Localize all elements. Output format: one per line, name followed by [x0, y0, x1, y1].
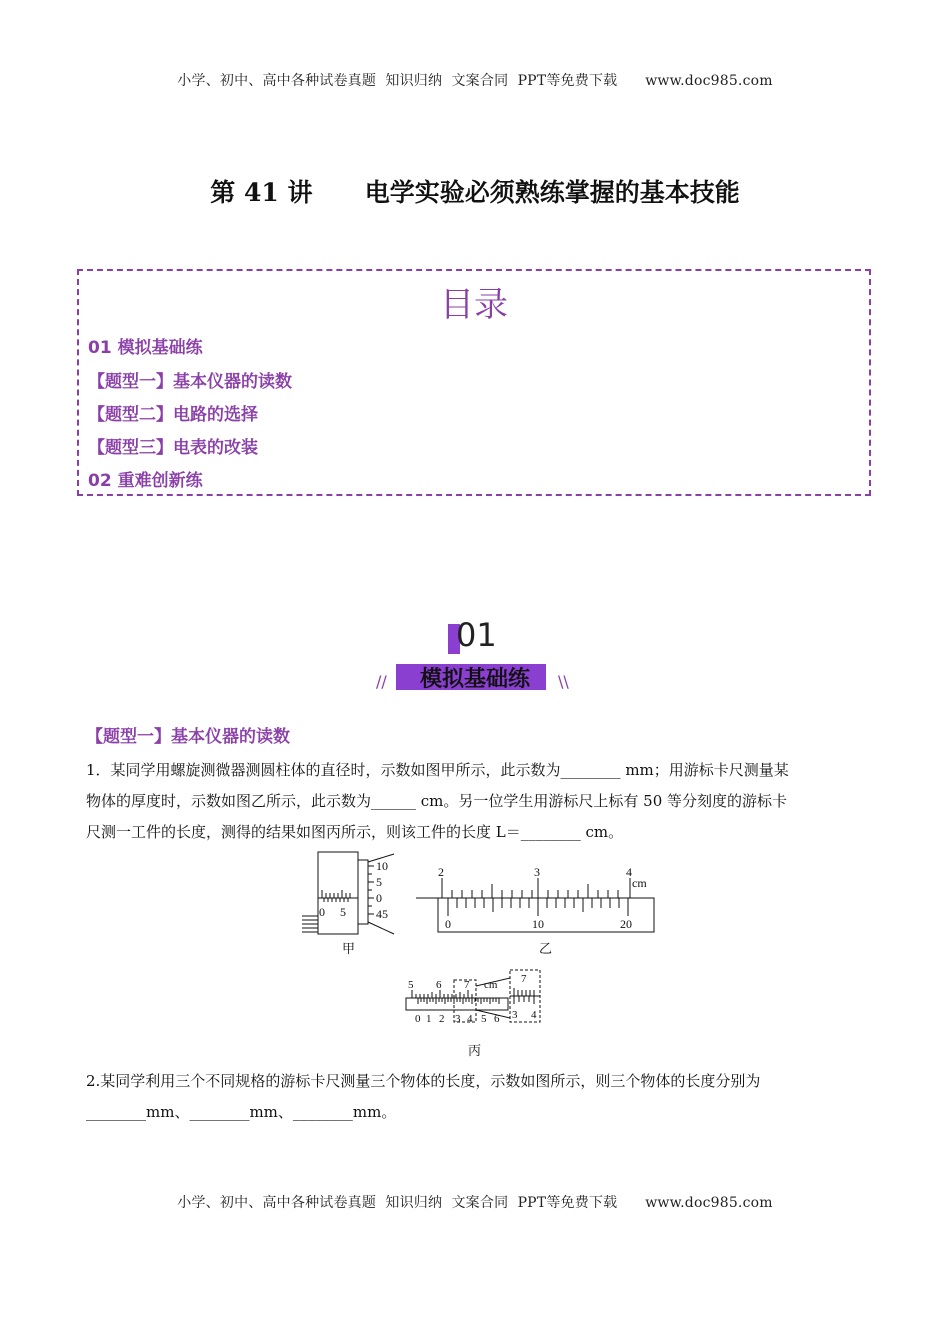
table-of-contents: [77, 269, 871, 496]
vernier-label: 6: [494, 1013, 500, 1025]
sleeve-label: 5: [340, 905, 346, 919]
thimble-label: 0: [376, 891, 382, 905]
section-badge: [372, 616, 578, 696]
question-type-heading: 【题型一】基本仪器的读数: [86, 727, 290, 747]
question-1-line-3: 尺测一工件的长度，测得的结果如图丙所示，则该工件的长度 L＝________ cm。: [86, 823, 624, 841]
main-scale-label: 5: [408, 979, 414, 991]
toc-item[interactable]: 【题型一】基本仪器的读数: [88, 372, 292, 392]
vernier-50-figure: [402, 966, 548, 1028]
figure-caption-jia: 甲: [342, 942, 356, 957]
section-title: 模拟基础练: [419, 667, 530, 692]
sleeve-label: 0: [319, 905, 325, 919]
figure-caption-bing: 丙: [468, 1044, 482, 1059]
toc-item[interactable]: 01 模拟基础练: [88, 338, 203, 358]
vernier-label: 1: [426, 1013, 432, 1025]
toc-heading: 目录: [440, 285, 508, 325]
thimble-label: 5: [376, 875, 382, 889]
main-scale-label: 2: [438, 865, 444, 879]
main-scale-label: 7: [464, 979, 470, 991]
page-title: 第 41 讲 电学实验必须熟练掌握的基本技能: [210, 178, 740, 207]
main-scale-label: 4: [626, 865, 632, 879]
toc-item[interactable]: 【题型三】电表的改装: [88, 438, 258, 458]
vernier-label: 5: [481, 1013, 487, 1025]
vernier-label: 2: [439, 1013, 445, 1025]
section-left-mark: //: [376, 672, 387, 691]
zoom-vernier-label: 4: [531, 1009, 537, 1021]
page-footer: 小学、初中、高中各种试卷真题 知识归纳 文案合同 PPT等免费下载 www.doc985.com: [177, 1195, 773, 1211]
vernier-label: 0: [445, 917, 451, 931]
question-2-line-2: ________mm、________mm、________mm。: [86, 1103, 397, 1121]
zoom-main-label: 7: [521, 973, 527, 985]
vernier-label: 3: [455, 1013, 461, 1025]
thimble-label: 10: [376, 859, 388, 873]
vernier-label: 4: [467, 1013, 473, 1025]
question-2-line-1: 2.某同学利用三个不同规格的游标卡尺测量三个物体的长度，示数如图所示，则三个物体的长度分别为: [86, 1072, 761, 1090]
toc-item[interactable]: 02 重难创新练: [88, 471, 203, 491]
thimble-label: 45: [376, 907, 388, 921]
vernier-label: 0: [415, 1013, 421, 1025]
vernier-caliper-figure: [408, 860, 658, 936]
section-right-mark: \\: [558, 672, 569, 691]
question-1-line-2: 物体的厚度时，示数如图乙所示，此示数为______ cm。另一位学生用游标尺上标有 50 等分刻度的游标卡: [86, 792, 788, 810]
section-number: 01: [456, 616, 497, 654]
toc-item[interactable]: 【题型二】电路的选择: [88, 405, 258, 425]
main-scale-label: 3: [534, 865, 540, 879]
vernier-label: 10: [532, 917, 544, 931]
zoom-vernier-label: 3: [512, 1009, 518, 1021]
figure-caption-yi: 乙: [539, 942, 553, 957]
vernier-label: 20: [620, 917, 632, 931]
main-scale-label: 6: [436, 979, 442, 991]
question-1-line-1: 1．某同学用螺旋测微器测圆柱体的直径时，示数如图甲所示，此示数为________ mm；用游标卡尺测量某: [86, 761, 789, 779]
unit-label: cm: [484, 979, 498, 991]
unit-label: cm: [632, 876, 647, 890]
page-header: 小学、初中、高中各种试卷真题 知识归纳 文案合同 PPT等免费下载 www.doc985.com: [177, 73, 773, 89]
